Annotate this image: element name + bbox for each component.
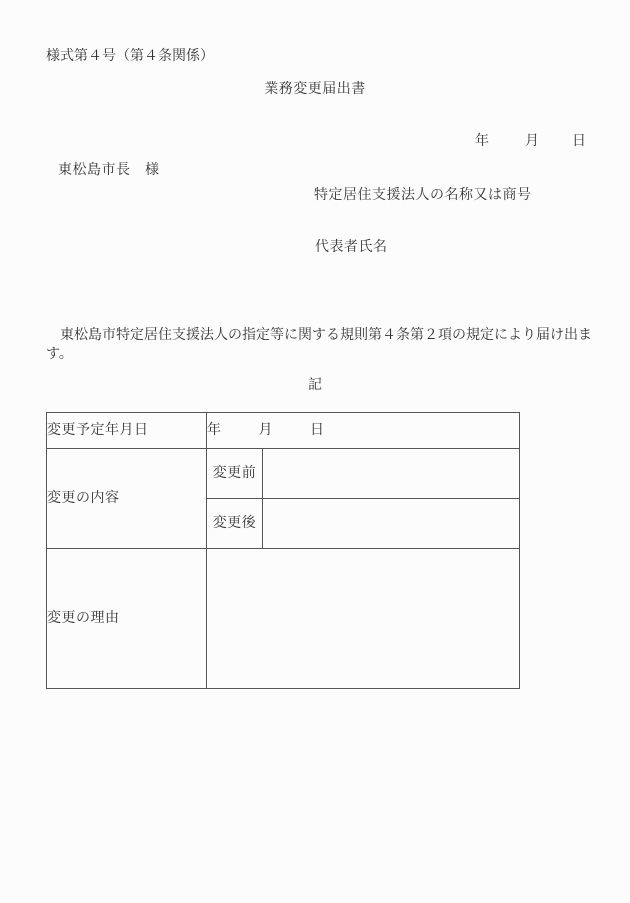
change-after-label-cell <box>207 499 263 549</box>
change-after-label: 変更後 <box>212 516 257 531</box>
record-mark: 記 <box>308 378 322 393</box>
change-after-value-cell <box>263 499 520 549</box>
date-day-label: 日 <box>572 134 586 149</box>
change-reason-value-cell <box>207 549 520 689</box>
change-date-day-label: 日 <box>310 423 325 438</box>
change-notification-table <box>46 412 520 689</box>
date-year-label: 年 <box>475 134 489 149</box>
table-row-change-before <box>47 449 520 499</box>
body-paragraph-line1: 東松島市特定居住支援法人の指定等に関する規則第４条第２項の規定により届け出ま <box>60 328 592 343</box>
change-content-label-cell <box>47 449 207 549</box>
change-before-label-cell <box>207 449 263 499</box>
date-month-label: 月 <box>525 134 539 149</box>
table-row-change-reason <box>47 549 520 689</box>
body-paragraph <box>46 326 612 364</box>
document-title: 業務変更届出書 <box>264 82 366 97</box>
body-paragraph-line2: す。 <box>46 347 73 362</box>
addressee: 東松島市長 様 <box>58 163 160 178</box>
change-before-label: 変更前 <box>212 466 257 481</box>
change-date-year-label: 年 <box>207 423 222 438</box>
change-date-label-cell <box>47 413 207 449</box>
corporation-name-label: 特定居住支援法人の名称又は商号 <box>314 188 532 203</box>
change-before-value-cell <box>263 449 520 499</box>
table-row-change-date <box>47 413 520 449</box>
change-date-month-label: 月 <box>258 423 273 438</box>
form-number: 様式第４号（第４条関係） <box>46 49 214 64</box>
change-content-label: 変更の内容 <box>47 491 120 506</box>
change-reason-label-cell <box>47 549 207 689</box>
change-date-label: 変更予定年月日 <box>47 423 149 438</box>
change-date-value-cell <box>207 413 520 449</box>
change-reason-label: 変更の理由 <box>47 611 120 626</box>
representative-name-label: 代表者氏名 <box>315 240 388 255</box>
